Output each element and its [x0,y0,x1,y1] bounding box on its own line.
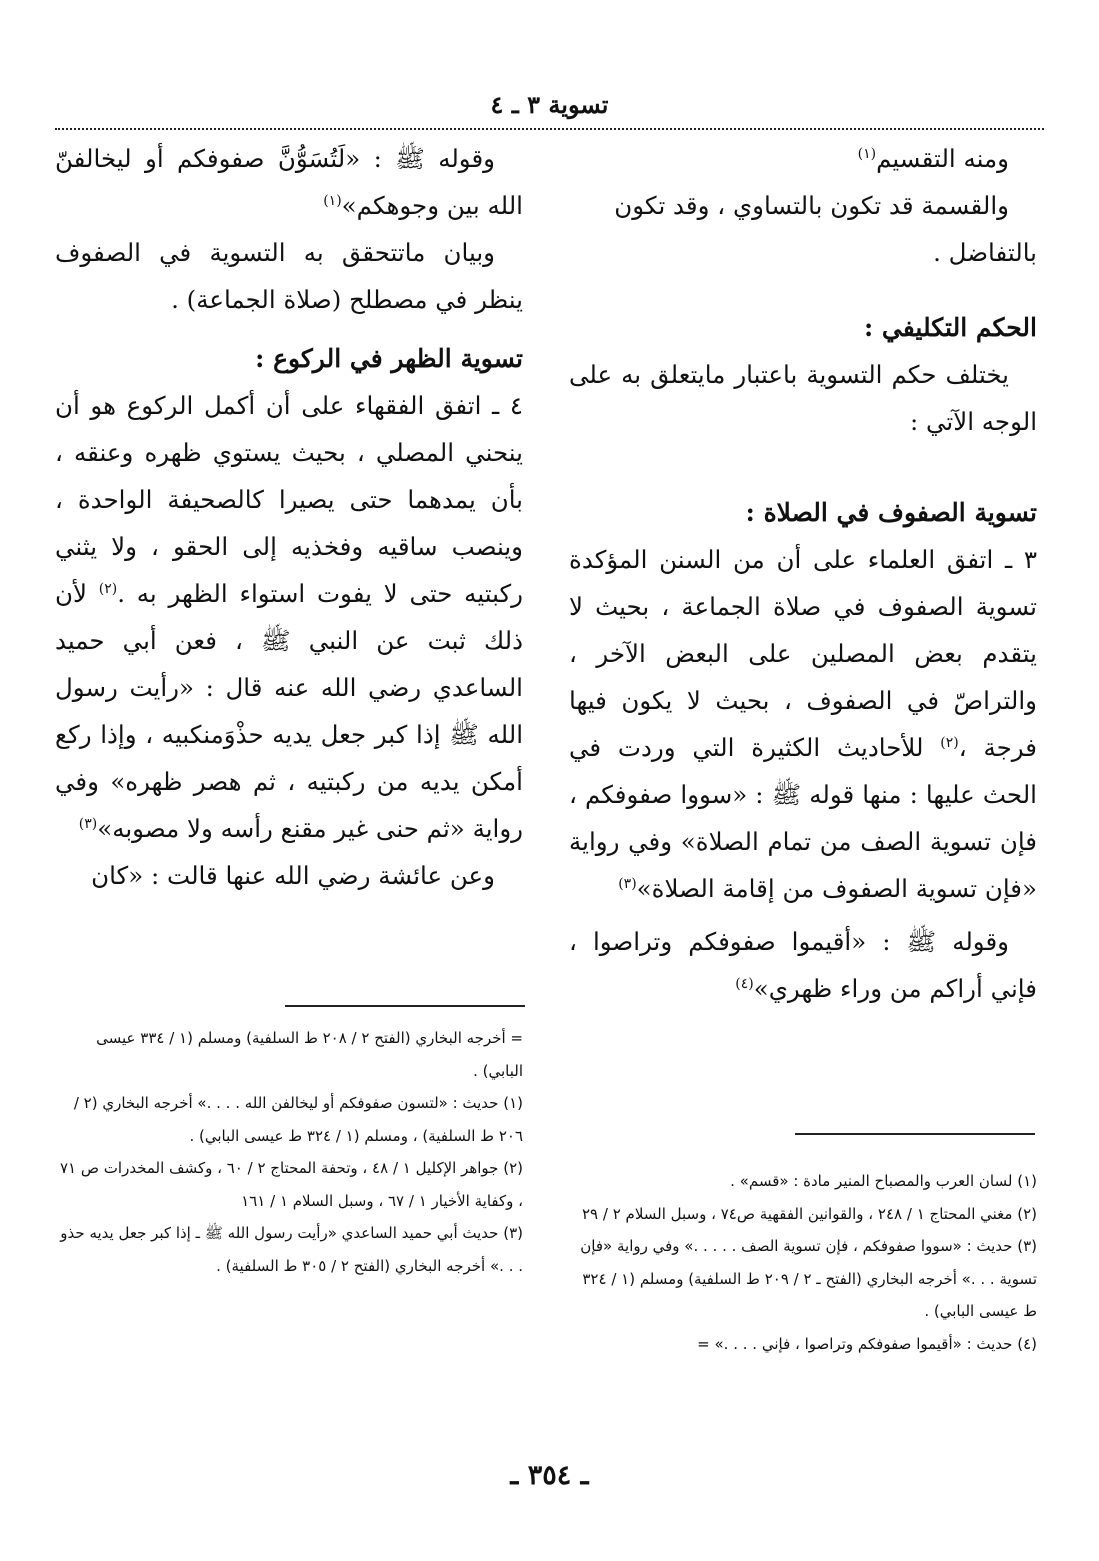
footnote: (٢) مغني المحتاج ١ / ٢٤٨ ، والقوانين الفقهية ص٧٤ ، وسبل السلام ٢ / ٢٩ [581,1204,1037,1223]
paragraph: بالتفاضل . [933,238,1037,267]
footnote-rule [795,1133,1035,1135]
footnote-ref: (٢) [940,734,959,751]
paragraph-text: وقوله ﷺ : «لَتُسَوُّنَّ صفوفكم أو ليخالفنّ الله بين وجوهكم» [55,144,523,220]
footnotes-left [55,1022,523,1282]
footnote-rule [285,1005,525,1007]
footnote-ref: (١) [323,192,342,209]
paragraph-text: ٣ ـ اتفق العلماء على أن من السنن المؤكدة تسوية الصفوف في صلاة الجماعة ، بحيث لا يتقدم بعض المصلين على البعض الآخر ، والتراصّ في الصفوف ، بحيث لا يكون فيها فرجة ، [569,545,1037,762]
paragraph: والقسمة قد تكون بالتساوي ، وقد تكون [614,191,1009,220]
paragraph-text: وقوله ﷺ : «أقيموا صفوفكم وتراصوا ، فإني أراكم من وراء ظهري» [569,927,1037,1003]
footnote-ref: (٣) [78,815,98,832]
paragraph [55,382,523,852]
running-header: تسوية ٣ ـ ٤ [490,90,609,119]
right-column [569,135,1037,1012]
footnotes-right [569,1165,1037,1360]
footnote-ref: (٢) [98,580,118,597]
paragraph-text: لأن ذلك ثبت عن النبي ﷺ ، فعن أبي حميد الساعدي رضي الله عنه قال : «رأيت رسول الله ﷺ إذا كبر جعل يديه حذْوَمنكبيه ، وإذا ركع أمكن يديه من ركبتيه ، ثم هصر ظهره» وفي رواية «ثم حنى غير مقنع رأسه ولا مصوبه» [55,579,523,843]
paragraph [55,135,523,229]
line-text: ومنه التقسيم [876,144,1009,173]
footnote-ref: (١) [857,145,877,162]
paragraph-text: ٤ ـ اتفق الفقهاء على أن أكمل الركوع هو أن ينحني المصلي ، بحيث يستوي ظهره وعنقه ، بأن يمدهما حتى يصيرا كالصحيفة الواحدة ، وينصب ساقيه وفخذيه إلى الحقو ، ولا يثني ركبتيه حتى لا يفوت استواء الظهر به . [55,391,523,608]
header-dotted-rule [55,128,1044,130]
left-column [55,135,523,899]
section-heading: تسوية الصفوف في الصلاة : [745,498,1037,527]
paragraph: وعن عائشة رضي الله عنها قالت : «كان [91,861,495,890]
footnote-ref: (٣) [618,875,637,892]
footnote: (٣) حديث أبي حميد الساعدي «رأيت رسول الله ﷺ ـ إذا كبر جعل يديه حذو . . .» أخرجه البخاري (الفتح ٢ / ٣٠٥ ط السلفية) . [60,1224,523,1275]
footnote: = أخرجه البخاري (الفتح ٢ / ٢٠٨ ط السلفية) ومسلم (١ / ٣٣٤ عيسى البابي) . [96,1029,523,1080]
section-heading: الحكم التكليفي : [864,313,1037,342]
paragraph-text: للأحاديث الكثيرة التي وردت في الحث عليها : منها قوله ﷺ : «سووا صفوفكم ، فإن تسوية الصف من تمام الصلاة» وفي رواية «فإن تسوية الصفوف من إقامة الصلاة» [569,733,1037,903]
paragraph [569,135,1037,182]
footnote-ref: (٤) [735,975,754,992]
footnote: (١) لسان العرب والمصباح المنير مادة : «قسم» . [730,1172,1037,1190]
paragraph [569,918,1037,1012]
footnote: (٢) جواهر الإكليل ١ / ٤٨ ، وتحفة المحتاج ٢ / ٦٠ ، وكشف المخدرات ص ٧١ ، وكفاية الأخيار ١ / ٦٧ ، وسبل السلام ١ / ١٦١ [60,1159,523,1210]
paragraph: وبيان ماتتحقق به التسوية في الصفوف ينظر في مصطلح (صلاة الجماعة) . [55,238,523,314]
page-number: ـ ٣٥٤ ـ [510,1460,589,1491]
paragraph: يختلف حكم التسوية باعتبار مايتعلق به على الوجه الآتي : [569,360,1037,436]
paragraph [569,536,1037,912]
footnote: (٤) حديث : «أقيموا صفوفكم وتراصوا ، فإني . . . .» = [697,1334,1037,1353]
footnote: (٣) حديث : «سووا صفوفكم ، فإن تسوية الصف . . . . .» وفي رواية «فإن تسوية . . .» أخرجه البخاري (الفتح ـ ٢ / ٢٠٩ ط السلفية) ومسلم (١ / ٣٢٤ ط عيسى البابي) . [580,1237,1037,1320]
section-heading: تسوية الظهر في الركوع : [255,344,523,373]
footnote: (١) حديث : «لتسون صفوفكم أو ليخالفن الله . . . .» أخرجه البخاري (٢ / ٢٠٦ ط السلفية) ، ومسلم (١ / ٣٢٤ ط عيسى البابي) . [73,1094,523,1145]
